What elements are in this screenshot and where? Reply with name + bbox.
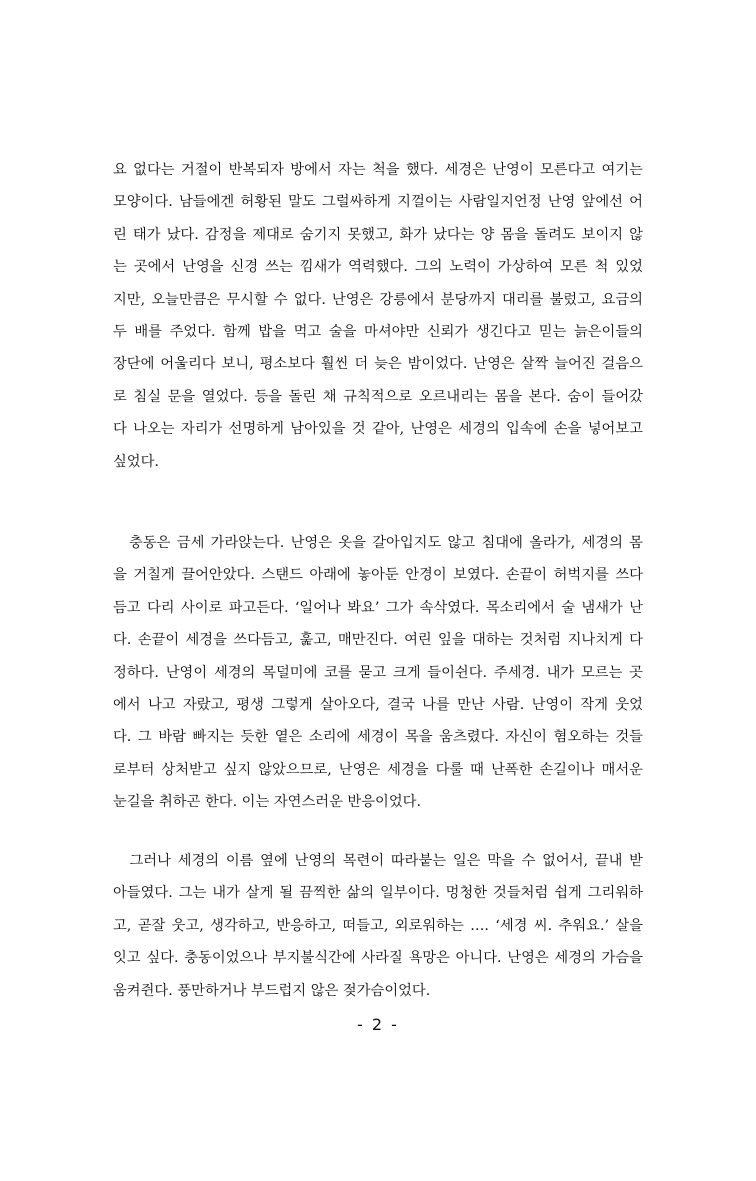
text-line: 로부터 상처받고 싶지 않았으므로, 난영은 세경을 다룰 때 난폭한 손길이나 매서운 xyxy=(113,761,643,778)
text-line: 잇고 싶다. 충동이었으나 부지불식간에 사라질 욕망은 아니다. 난영은 세경의 가슴을 xyxy=(113,950,643,967)
text-line: 을 거칠게 끌어안았다. 스탠드 아래에 놓아둔 안경이 보였다. 손끝이 허벅지를 쓰다 xyxy=(113,567,643,584)
text-line: 싶었다. xyxy=(113,453,159,470)
text-line: 정하다. 난영이 세경의 목덜미에 코를 묻고 크게 들이쉰다. 주세경. 내가 모르는 곳 xyxy=(113,664,643,681)
text-line: 아들였다. 그는 내가 살게 될 끔찍한 삶의 일부이다. 멍청한 것들처럼 쉽게 그리워하 xyxy=(113,885,643,902)
paragraph-2 xyxy=(113,527,643,819)
text-line: 다 나오는 자리가 선명하게 남아있을 것 같아, 난영은 세경의 입속에 손을 넣어보고 xyxy=(113,421,643,438)
text-line: 움켜쥔다. 풍만하거나 부드럽지 않은 젖가슴이었다. xyxy=(113,982,431,999)
text-line: 로 침실 문을 열었다. 등을 돌린 채 규칙적으로 오르내리는 몸을 본다. 숨이 들어갔 xyxy=(113,388,643,405)
text-line: 듬고 다리 사이로 파고든다. ‘일어나 봐요’ 그가 속삭였다. 목소리에서 술 냄새가 난 xyxy=(113,599,643,616)
text-line: 두 배를 주었다. 함께 밥을 먹고 술을 마셔야만 신뢰가 생긴다고 믿는 늙은이들의 xyxy=(113,324,643,341)
text-line: 다. 그 바람 빠지는 듯한 옅은 소리에 세경이 목을 움츠렸다. 자신이 혐오하는 것들 xyxy=(113,729,643,746)
paragraph-3 xyxy=(113,845,643,1007)
text-line: 장단에 어울리다 보니, 평소보다 훨씬 더 늦은 밤이었다. 난영은 살짝 늘어진 걸음으 xyxy=(113,356,643,373)
text-line: 에서 나고 자랐고, 평생 그렇게 살아오다, 결국 나를 만난 사람. 난영이 작게 웃었 xyxy=(113,697,643,714)
text-line: 다. 손끝이 세경을 쓰다듬고, 훑고, 매만진다. 여린 잎을 대하는 것처럼 지나치게 다 xyxy=(113,632,643,649)
text-line: 그러나 세경의 이름 옆에 난영의 목련이 따라붙는 일은 막을 수 없어서, 끝내 받 xyxy=(113,853,643,869)
text-line: 모양이다. 남들에겐 허황된 말도 그럴싸하게 지껄이는 사람일지언정 난영 앞에선 어 xyxy=(113,194,643,211)
paragraph-1 xyxy=(113,154,643,478)
text-line: 눈길을 취하곤 한다. 이는 자연스러운 반응이었다. xyxy=(113,794,422,811)
text-line: 린 태가 났다. 감정을 제대로 숨기지 못했고, 화가 났다는 양 몸을 돌려도 보이지 않 xyxy=(113,226,643,243)
text-line: 고, 곧잘 웃고, 생각하고, 반응하고, 떠들고, 외로워하는 …. ‘세경 씨. 추워요.’ 살을 xyxy=(113,917,643,934)
text-line: 지만, 오늘만큼은 무시할 수 없다. 난영은 강릉에서 분당까지 대리를 불렀고, 요금의 xyxy=(113,291,643,308)
text-line: 는 곳에서 난영을 신경 쓰는 낌새가 역력했다. 그의 노력이 가상하여 모른 척 있었 xyxy=(113,259,643,276)
text-line: 충동은 금세 가라앉는다. 난영은 옷을 갈아입지도 않고 침대에 올라가, 세경의 몸 xyxy=(113,535,643,551)
page-number: - 2 - xyxy=(357,1015,399,1034)
text-line: 요 없다는 거절이 반복되자 방에서 자는 척을 했다. 세경은 난영이 모른다고 여기는 xyxy=(113,162,643,178)
